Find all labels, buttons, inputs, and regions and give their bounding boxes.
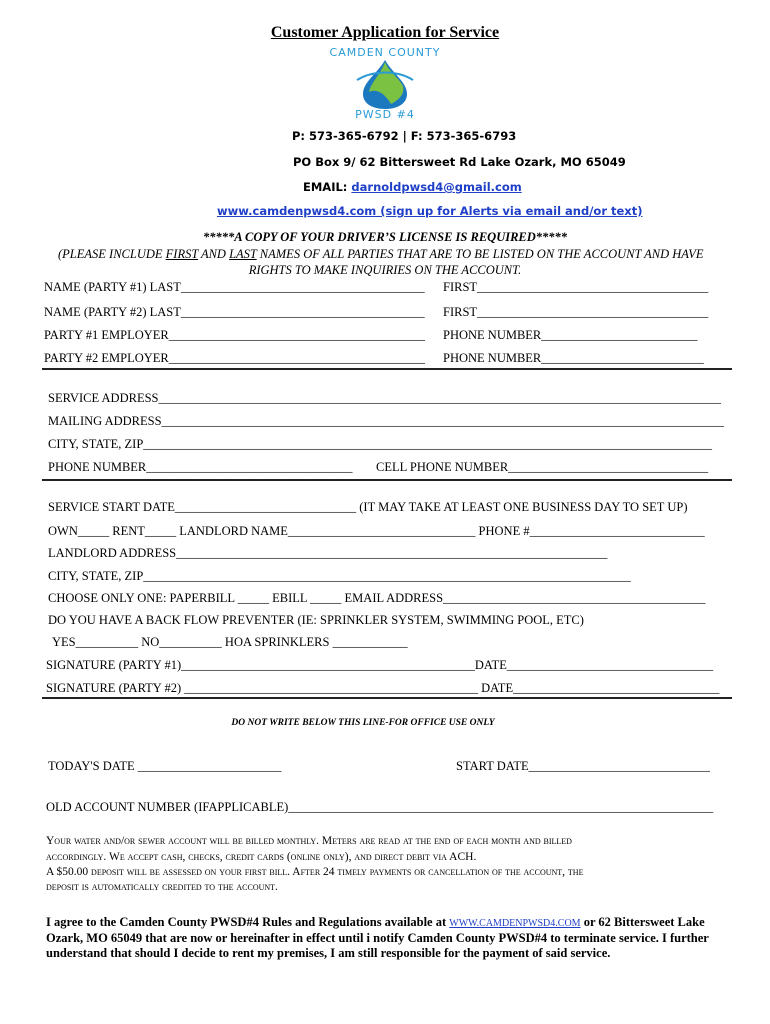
landlord-address-field[interactable]: LANDLORD ADDRESS_____________________________________________________________________ [48, 546, 608, 560]
agreement-line: or 62 Bittersweet Lake [580, 915, 705, 929]
billing-info: Your water and/or sewer account will be billed monthly. Meters are read at the end of each month and billed [46, 835, 572, 847]
party1-employer-field[interactable]: PARTY #1 EMPLOYER_________________________________________ [44, 328, 425, 342]
service-address-field[interactable]: SERVICE ADDRESS__________________________________________________________________________________________ [48, 391, 721, 405]
notice-first: FIRST [165, 247, 199, 261]
service-start-date-field[interactable]: SERVICE START DATE_____________________________ (IT MAY TAKE AT LEAST ONE BUSINESS DAY TO SET UP) [48, 500, 688, 514]
office-start-date-field[interactable]: START DATE_____________________________ [456, 759, 710, 773]
page-title: Customer Application for Service [270, 24, 500, 41]
email-label: EMAIL: [303, 180, 352, 194]
section-divider [42, 697, 732, 699]
notice-last: LAST [229, 247, 257, 261]
section-divider [42, 368, 732, 370]
old-account-number-field[interactable]: OLD ACCOUNT NUMBER (IFAPPLICABLE)____________________________________________________________________ [46, 800, 714, 814]
party2-first-name-field[interactable]: FIRST_____________________________________ [443, 305, 709, 319]
phone-number-field[interactable]: PHONE NUMBER_________________________________ [48, 460, 353, 474]
notice-text: AND [198, 247, 230, 261]
logo-top-text: CAMDEN COUNTY [329, 46, 441, 59]
office-use-heading: DO NOT WRITE BELOW THIS LINE-FOR OFFICE USE ONLY [231, 718, 495, 728]
party1-first-name-field[interactable]: FIRST_____________________________________ [443, 280, 709, 294]
party2-employer-field[interactable]: PARTY #2 EMPLOYER_________________________________________ [44, 351, 425, 365]
billing-info-cont: accordingly. We accept cash, checks, credit cards (online only), and direct debit via ACH. [46, 851, 477, 863]
backflow-question: DO YOU HAVE A BACK FLOW PREVENTER (IE: SPRINKLER SYSTEM, SWIMMING POOL, ETC) [48, 613, 584, 627]
city-state-zip-field[interactable]: CITY, STATE, ZIP___________________________________________________________________________________________ [48, 437, 713, 451]
party2-phone-field[interactable]: PHONE NUMBER__________________________ [443, 351, 704, 365]
signature-party1-field[interactable]: SIGNATURE (PARTY #1)_______________________________________________DATE_________________________________ [46, 658, 714, 672]
mailing-address-info: PO Box 9/ 62 Bittersweet Rd Lake Ozark, MO 65049 [293, 155, 626, 169]
agreement-text-line2: Ozark, MO 65049 that are now or hereinafter in effect until i notify Camden County PWSD#4 to terminate service. I further [46, 931, 709, 945]
todays-date-field[interactable]: TODAY'S DATE _______________________ [48, 759, 282, 773]
agreement-text-line3: understand that should I decide to rent my premises, I am still responsible for the payment of said service. [46, 946, 611, 960]
signature-party2-field[interactable]: SIGNATURE (PARTY #2) _______________________________________________ DATE_________________________________ [46, 681, 720, 695]
own-rent-landlord-field[interactable]: OWN_____ RENT_____ LANDLORD NAME______________________________ PHONE #____________________________ [48, 524, 705, 538]
deposit-info-cont: deposit is automatically credited to the account. [46, 881, 278, 893]
party2-last-name-field[interactable]: NAME (PARTY #2) LAST_______________________________________ [44, 305, 425, 319]
billing-choice-field[interactable]: CHOOSE ONLY ONE: PAPERBILL _____ EBILL _____ EMAIL ADDRESS__________________________________________ [48, 591, 706, 605]
license-notice: *****A COPY OF YOUR DRIVER’S LICENSE IS REQUIRED***** [202, 230, 568, 244]
rules-link[interactable]: WWW.CAMDENPWSD4.COM [449, 918, 581, 929]
section-divider [42, 479, 732, 481]
deposit-info: A $50.00 deposit will be assessed on your first bill. After 24 timely payments or cancellation of the account, the [46, 866, 584, 878]
agreement-text [46, 915, 705, 930]
notice-text: NAMES OF ALL PARTIES THAT ARE TO BE LISTED ON THE ACCOUNT AND HAVE [256, 247, 704, 261]
mailing-address-field[interactable]: MAILING ADDRESS__________________________________________________________________________________________ [48, 414, 725, 428]
agreement-line: I agree to the Camden County PWSD#4 Rules and Regulations available at [46, 915, 450, 929]
website-link[interactable]: www.camdenpwsd4.com (sign up for Alerts via email and/or text) [217, 204, 643, 218]
party1-phone-field[interactable]: PHONE NUMBER_________________________ [443, 328, 698, 342]
email-link[interactable]: darnoldpwsd4@gmail.com [351, 180, 522, 194]
camden-county-logo [300, 46, 470, 124]
backflow-answer-field[interactable]: YES__________ NO__________ HOA SPRINKLERS ____________ [52, 635, 408, 649]
landlord-city-state-zip-field[interactable]: CITY, STATE, ZIP______________________________________________________________________________ [48, 569, 631, 583]
phone-fax: P: 573-365-6792 | F: 573-365-6793 [292, 129, 517, 143]
logo-bottom-text: PWSD #4 [355, 108, 415, 121]
notice-text: (PLEASE INCLUDE [58, 247, 166, 261]
cell-phone-field[interactable]: CELL PHONE NUMBER________________________________ [376, 460, 709, 474]
email-line [303, 180, 522, 194]
water-drop-icon [347, 58, 423, 110]
include-names-notice-cont: RIGHTS TO MAKE INQUIRIES ON THE ACCOUNT. [248, 263, 522, 277]
party1-last-name-field[interactable]: NAME (PARTY #1) LAST_______________________________________ [44, 280, 425, 294]
include-names-notice [58, 247, 704, 262]
